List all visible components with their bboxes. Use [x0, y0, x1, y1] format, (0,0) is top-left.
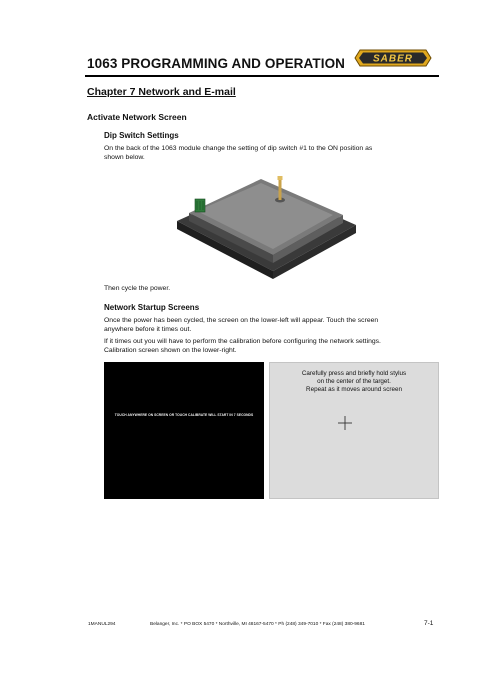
dip-switch-heading: Dip Switch Settings	[104, 131, 179, 140]
touch-startup-screen	[104, 362, 264, 499]
crosshair-icon	[338, 416, 352, 430]
calibration-instructions	[270, 370, 438, 395]
svg-text:SABER: SABER	[372, 53, 414, 65]
paragraph-line: If it times out you will have to perform the calibration before configuring the network settings.	[104, 338, 381, 345]
footer-address: Belanger, Inc. * PO BOX 5470 * Northville, MI 48167-5470 * Ph (248) 349-7010 * Fax (248) 380-9681	[150, 622, 365, 627]
calibration-line: on the center of the target.	[317, 378, 391, 386]
calibration-line: Carefully press and briefly hold stylus	[301, 370, 407, 377]
header-divider	[85, 75, 439, 77]
startup-paragraph-1	[104, 316, 439, 335]
saber-logo	[354, 47, 432, 69]
section-heading: Activate Network Screen	[87, 112, 187, 122]
cycle-power-text: Then cycle the power.	[104, 285, 171, 292]
calibration-line: Repeat as it moves around screen	[306, 386, 402, 394]
startup-paragraph-2	[104, 337, 439, 356]
page-number: 7-1	[424, 620, 434, 627]
page-header-title: 1063 PROGRAMMING AND OPERATION	[87, 56, 346, 71]
paragraph-line: anywhere before it times out.	[104, 326, 192, 334]
module-device-image	[175, 163, 357, 280]
dip-switch-paragraph	[104, 144, 439, 163]
paragraph-line: Once the power has been cycled, the screen on the lower-left will appear. Touch the screen	[104, 317, 379, 324]
chapter-title: Chapter 7 Network and E-mail	[87, 86, 236, 98]
calibration-screen	[269, 362, 439, 499]
touch-anywhere-message: TOUCH ANYWHERE ON SCREEN OR TOUCH CALIBRATE WILL START IN 7 SECONDS	[114, 413, 254, 417]
paragraph-line: shown below.	[104, 154, 145, 162]
paragraph-line: Calibration screen shown on the lower-right.	[104, 347, 237, 355]
network-startup-heading: Network Startup Screens	[104, 303, 200, 312]
paragraph-line: On the back of the 1063 module change the setting of dip switch #1 to the ON position as	[104, 145, 373, 152]
footer-doc-id: 1MANUL294	[88, 622, 116, 627]
